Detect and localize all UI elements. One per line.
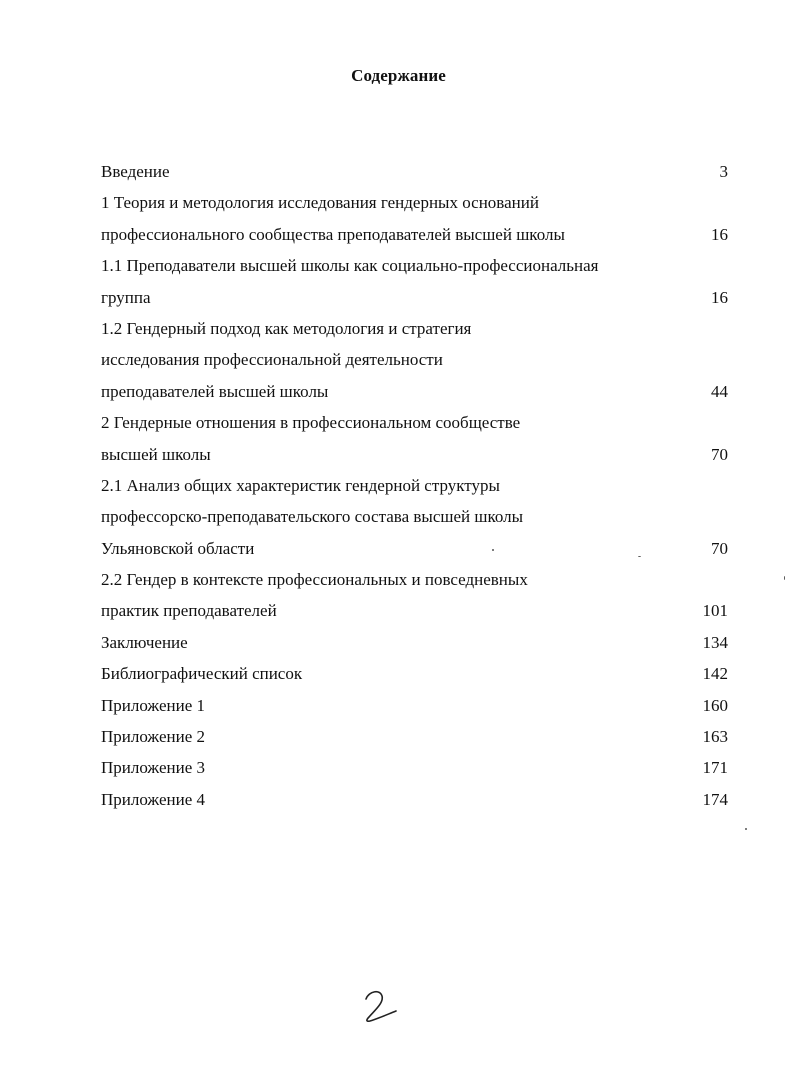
toc-line	[101, 376, 728, 407]
scan-speck	[638, 556, 641, 557]
toc-entry-text: 2.1 Анализ общих характеристик гендерной структуры	[101, 475, 500, 495]
toc-page-number: 134	[702, 632, 728, 652]
toc-entry-text: 2 Гендерные отношения в профессиональном сообществе	[101, 413, 521, 433]
toc-line	[101, 784, 728, 815]
toc-entry-text: Приложение 3	[101, 758, 205, 778]
toc-entry	[101, 627, 728, 658]
toc-line	[101, 752, 728, 783]
toc-entry-text: Введение	[101, 162, 170, 181]
toc-entry-text: 2.2 Гендер в контексте профессиональных и повседневных	[101, 570, 528, 590]
toc-line	[101, 344, 728, 375]
toc-line	[101, 564, 728, 595]
toc-entry-text: Библиографический список	[101, 664, 303, 684]
toc-line	[101, 313, 728, 344]
toc-page-number: 70	[711, 444, 728, 464]
toc-line	[101, 156, 728, 187]
toc-entry-text: Приложение 4	[101, 789, 205, 809]
toc-entry	[101, 187, 728, 250]
toc-line	[101, 187, 728, 218]
toc-line	[101, 533, 728, 564]
toc-line	[101, 595, 728, 626]
toc-entry-text: Заключение	[101, 632, 188, 652]
toc-line	[101, 721, 728, 752]
toc-page-number: 174	[702, 789, 728, 809]
toc-entry-text: преподавателей высшей школы	[101, 381, 329, 401]
toc-page-number: 16	[711, 224, 728, 244]
scan-speck	[492, 549, 494, 551]
toc-entry-text: 1.2 Гендерный подход как методология и стратегия	[101, 318, 472, 338]
toc-line	[101, 658, 728, 689]
handwritten-page-number	[360, 985, 410, 1025]
toc-entry	[101, 470, 728, 564]
toc-page-number: 70	[711, 538, 728, 558]
toc-entry	[101, 407, 728, 470]
toc-entry-text: 1.1 Преподаватели высшей школы как социально-профессиональная	[101, 256, 599, 276]
toc-page-number: 44	[711, 381, 728, 401]
toc-page-number: 163	[702, 727, 728, 747]
toc-entry	[101, 784, 728, 815]
toc-entry	[101, 721, 728, 752]
toc-entry-text: профессионального сообщества преподавателей высшей школы	[101, 224, 565, 244]
toc-entry-text: профессорско-преподавательского состава высшей школы	[101, 507, 524, 527]
toc-page-number: 171	[702, 758, 728, 778]
toc-page-number: 16	[711, 287, 728, 307]
toc-page-number: 101	[702, 601, 728, 621]
toc-entry	[101, 752, 728, 783]
scan-speck	[784, 576, 785, 580]
toc-line	[101, 690, 728, 721]
toc-entry	[101, 564, 728, 627]
scan-speck	[745, 828, 747, 830]
toc-line	[101, 219, 728, 250]
toc-line	[101, 282, 728, 313]
toc-line	[101, 627, 728, 658]
toc-entry-text: Приложение 2	[101, 727, 205, 747]
toc-line	[101, 470, 728, 501]
toc-entry-text: высшей школы	[101, 444, 211, 464]
toc-entry-text: исследования профессиональной деятельности	[101, 350, 443, 370]
toc-entry	[101, 658, 728, 689]
toc-page-number: 160	[702, 695, 728, 715]
toc-entry-text: группа	[101, 287, 151, 307]
toc-entry-text: Ульяновской области	[101, 538, 255, 558]
page-title: Содержание	[351, 66, 446, 85]
toc-line	[101, 439, 728, 470]
toc-entry	[101, 313, 728, 407]
toc-entry-text: 1 Теория и методология исследования гендерных оснований	[101, 193, 539, 213]
toc-line	[101, 407, 728, 438]
toc-line	[101, 501, 728, 532]
toc-entry	[101, 250, 728, 313]
toc-page-number: 3	[719, 162, 728, 181]
toc-entry	[101, 156, 728, 187]
table-of-contents	[101, 156, 728, 815]
toc-entry-text: практик преподавателей	[101, 601, 277, 621]
toc-entry-text: Приложение 1	[101, 695, 205, 715]
toc-page-number: 142	[702, 664, 728, 684]
toc-line	[101, 250, 728, 281]
toc-entry	[101, 690, 728, 721]
